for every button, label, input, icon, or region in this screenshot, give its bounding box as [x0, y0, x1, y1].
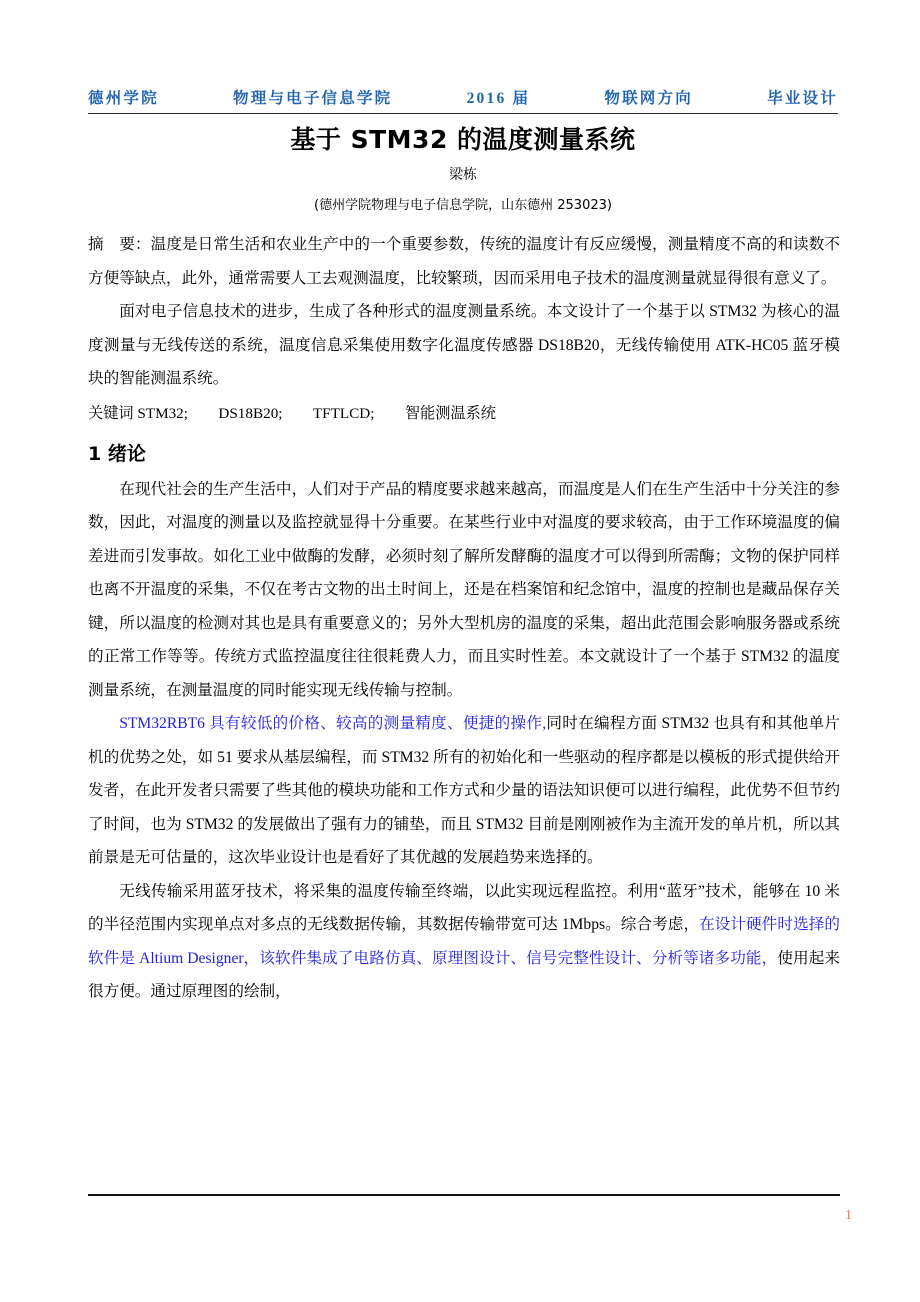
footer-divider: [88, 1194, 840, 1196]
run-text: 同时在编程方面 STM32 也具有和其他单片机的优势之处，如 51 要求从基层编程，而 STM32 所有的初始化和一些驱动的程序都是以模板的形式提供给开发者，在此开发者只需要了些其他的模块功能和工作方式和少量的语法知识便可以进行编程，此优势不但节约了时间，也为 STM32 的发展做出了强有力的铺垫，而且 STM32 目前是刚刚被作为主流开发的单片机，所以其前景是无可估量的，这次毕业设计也是看好了其优越的发展趋势来选择的。: [88, 715, 840, 866]
document-body: [88, 228, 840, 1009]
abstract-paragraph-2: 面对电子信息技术的进步，生成了各种形式的温度测量系统。本文设计了一个基于以 STM32 为核心的温度测量与无线传送的系统，温度信息采集使用数字化温度传感器 DS18B20，无线传输使用 ATK-HC05 蓝牙模块的智能测温系统。: [88, 303, 840, 387]
section-heading-1: 1 绪论: [88, 442, 146, 465]
abstract-text: 温度是日常生活和农业生产中的一个重要参数，传统的温度计有反应缓慢，测量精度不高的和读数不方便等缺点，此外，通常需要人工去观测温度，比较繁琐，因而采用电子技术的温度测量就显得很有意义了。: [88, 236, 840, 287]
running-header: [88, 86, 838, 114]
author-name: 梁栋: [449, 167, 477, 184]
body-paragraph-2: [88, 707, 840, 875]
page-title: 基于 STM32 的温度测量系统: [290, 125, 636, 154]
run-highlight-stm32rbt6: STM32RBT6 具有较低的价格、较高的测量精度、便捷的操作,: [119, 715, 547, 732]
abstract-paragraph: [88, 228, 840, 295]
run-text: 在现代社会的生产生活中，人们对于产品的精度要求越来越高，而温度是人们在生产生活中十分关注的参数，因此，对温度的测量以及监控就显得十分重要。在某些行业中对温度的要求较高，由于工作环境温度的偏差进而引发事故。如化工业中做酶的发酵，必须时刻了解所发酵酶的温度才可以得到所需酶；文物的保护同样也离不开温度的采集，不仅在考古文物的出土时间上，还是在档案馆和纪念馆中，温度的控制也是藏品保存关键，所以温度的检测对其也是具有重要意义的；另外大型机房的温度的采集，超出此范围会影响服务器或系统的正常工作等等。传统方式监控温度往往很耗费人力，而且实时性差。本文就设计了一个基于 STM32 的温度测量系统，在测量温度的同时能实现无线传输与控制。: [88, 480, 840, 699]
body-paragraph-3: [88, 875, 840, 1009]
header-item-major: 物联网方向: [604, 90, 693, 107]
run-highlight-altium: 在设计硬件时选择的软件是 Altium Designer，该软件集成了电路仿真、原理图设计、信号完整性设计、分析等诸多功能，: [88, 916, 840, 967]
body-paragraph-1: [88, 473, 840, 708]
header-item-year: 2016 届: [466, 90, 531, 107]
header-item-college: 物理与电子信息学院: [233, 90, 393, 107]
header-item-school: 德州学院: [88, 90, 159, 107]
running-header-row: [88, 86, 838, 111]
author-affiliation: (德州学院物理与电子信息学院，山东德州 253023): [314, 198, 612, 214]
run-text: 无线传输采用蓝牙技术，将采集的温度传输至终端，以此实现远程监控。利用“蓝牙”技术，能够在 10 米的半径范围内实现单点对多点的无线数据传输，其数据传输带宽可达 1Mbps。综合考虑，: [88, 882, 840, 933]
header-divider: [88, 113, 838, 114]
run-text: 使用起来很方便。通过原理图的绘制，: [88, 949, 840, 1000]
title-block: [88, 124, 838, 213]
keywords-line: 关键词 STM32; DS18B20; TFTLCD; 智能测温系统: [88, 404, 496, 422]
page-number: 1: [845, 1208, 852, 1223]
abstract-label: 摘 要：: [88, 236, 151, 253]
header-item-doctype: 毕业设计: [767, 90, 838, 107]
